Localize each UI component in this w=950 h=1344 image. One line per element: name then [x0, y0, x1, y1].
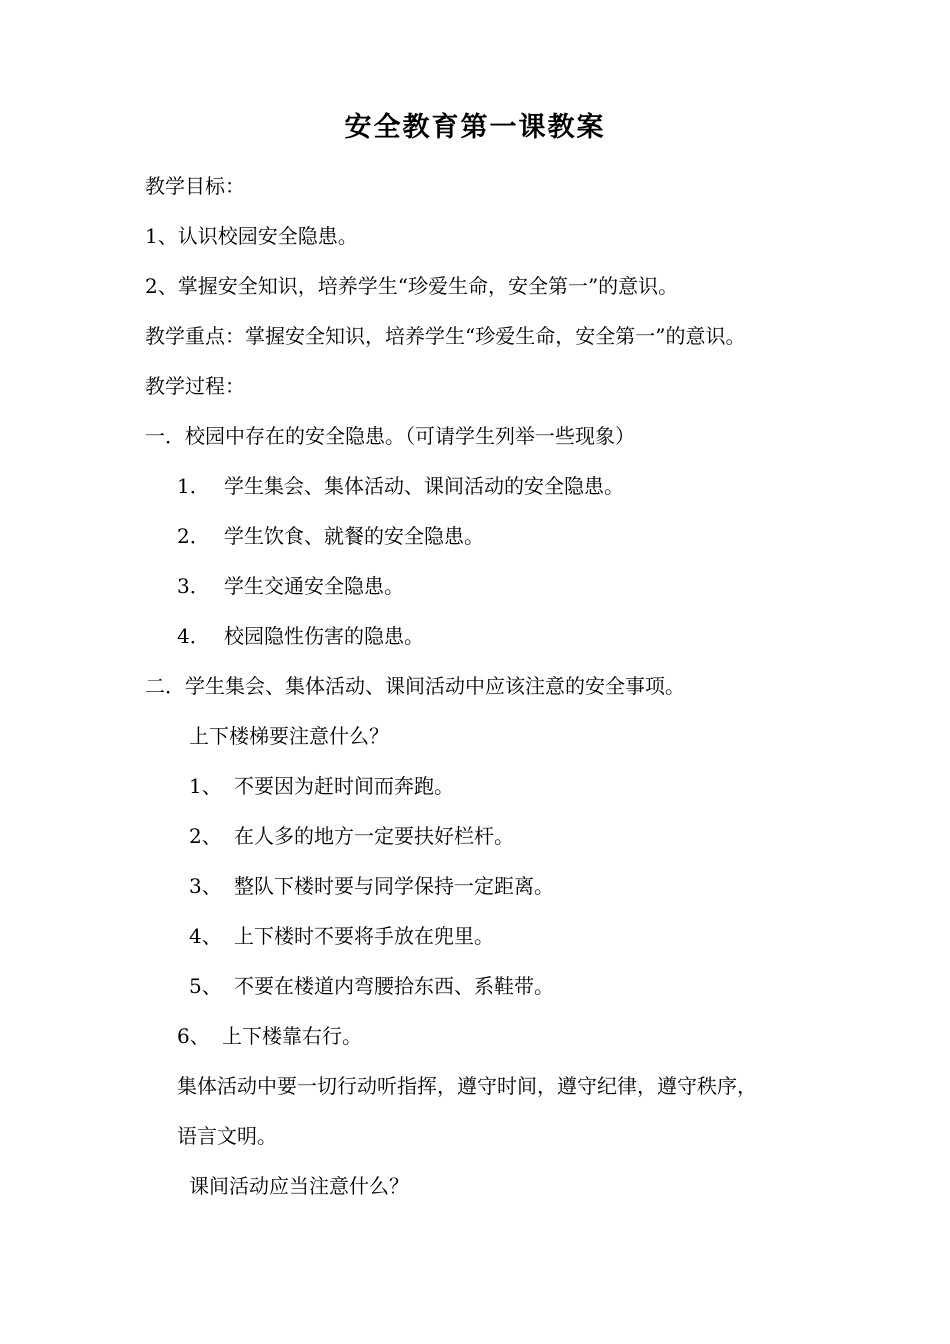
- list-item-number: 2、: [189, 824, 222, 848]
- objectives-heading: 教学目标：: [145, 174, 245, 198]
- list-item-text: 整队下楼时要与同学保持一定距离。: [234, 874, 554, 898]
- section-2-heading: 二．学生集会、集体活动、课间活动中应该注意的安全事项。: [145, 674, 685, 698]
- list-item: [177, 521, 484, 551]
- break-question: 课间活动应当注意什么？: [189, 1174, 409, 1198]
- list-item-number: 1．: [177, 474, 210, 498]
- stairs-question: 上下楼梯要注意什么？: [189, 724, 389, 748]
- list-item-number: 2．: [177, 524, 210, 548]
- list-item-number: 4．: [177, 624, 210, 648]
- list-item: [177, 471, 624, 501]
- key-point: 教学重点：掌握安全知识，培养学生“珍爱生命，安全第一”的意识。: [145, 324, 746, 348]
- list-item-number: 6、: [177, 1024, 210, 1048]
- list-item-text: 不要因为赶时间而奔跑。: [234, 774, 454, 798]
- list-item: [189, 821, 514, 851]
- list-item-text: 学生交通安全隐患。: [224, 574, 404, 598]
- list-item-number: 3．: [177, 574, 210, 598]
- list-item-text: 学生饮食、就餐的安全隐患。: [224, 524, 484, 548]
- list-item-number: 3、: [189, 874, 222, 898]
- objective-1: 1、认识校园安全隐患。: [145, 224, 358, 248]
- list-item-number: 5、: [189, 974, 222, 998]
- list-item-text: 上下楼时不要将手放在兜里。: [234, 924, 494, 948]
- group-activity-line-2: 语言文明。: [177, 1124, 277, 1148]
- list-item-number: 4、: [189, 924, 222, 948]
- list-item-text: 学生集会、集体活动、课间活动的安全隐患。: [224, 474, 624, 498]
- list-item: [189, 971, 554, 1001]
- list-item-text: 校园隐性伤害的隐患。: [224, 624, 424, 648]
- list-item-text: 不要在楼道内弯腰拾东西、系鞋带。: [234, 974, 554, 998]
- group-activity-line-1: 集体活动中要一切行动听指挥，遵守时间，遵守纪律，遵守秩序，: [177, 1074, 757, 1098]
- list-item: [189, 771, 454, 801]
- process-heading: 教学过程：: [145, 374, 245, 398]
- list-item-number: 1、: [189, 774, 222, 798]
- section-1-heading: 一．校园中存在的安全隐患。（可请学生列举一些现象）: [145, 424, 635, 448]
- list-item: [177, 621, 424, 651]
- list-item-text: 在人多的地方一定要扶好栏杆。: [234, 824, 514, 848]
- list-item: [189, 871, 554, 901]
- list-item: [177, 1021, 362, 1051]
- list-item-text: 上下楼靠右行。: [222, 1024, 362, 1048]
- objective-2: 2、掌握安全知识，培养学生“珍爱生命，安全第一”的意识。: [145, 274, 679, 298]
- list-item: [189, 921, 494, 951]
- list-item: [177, 571, 404, 601]
- page-title: 安全教育第一课教案: [344, 112, 606, 143]
